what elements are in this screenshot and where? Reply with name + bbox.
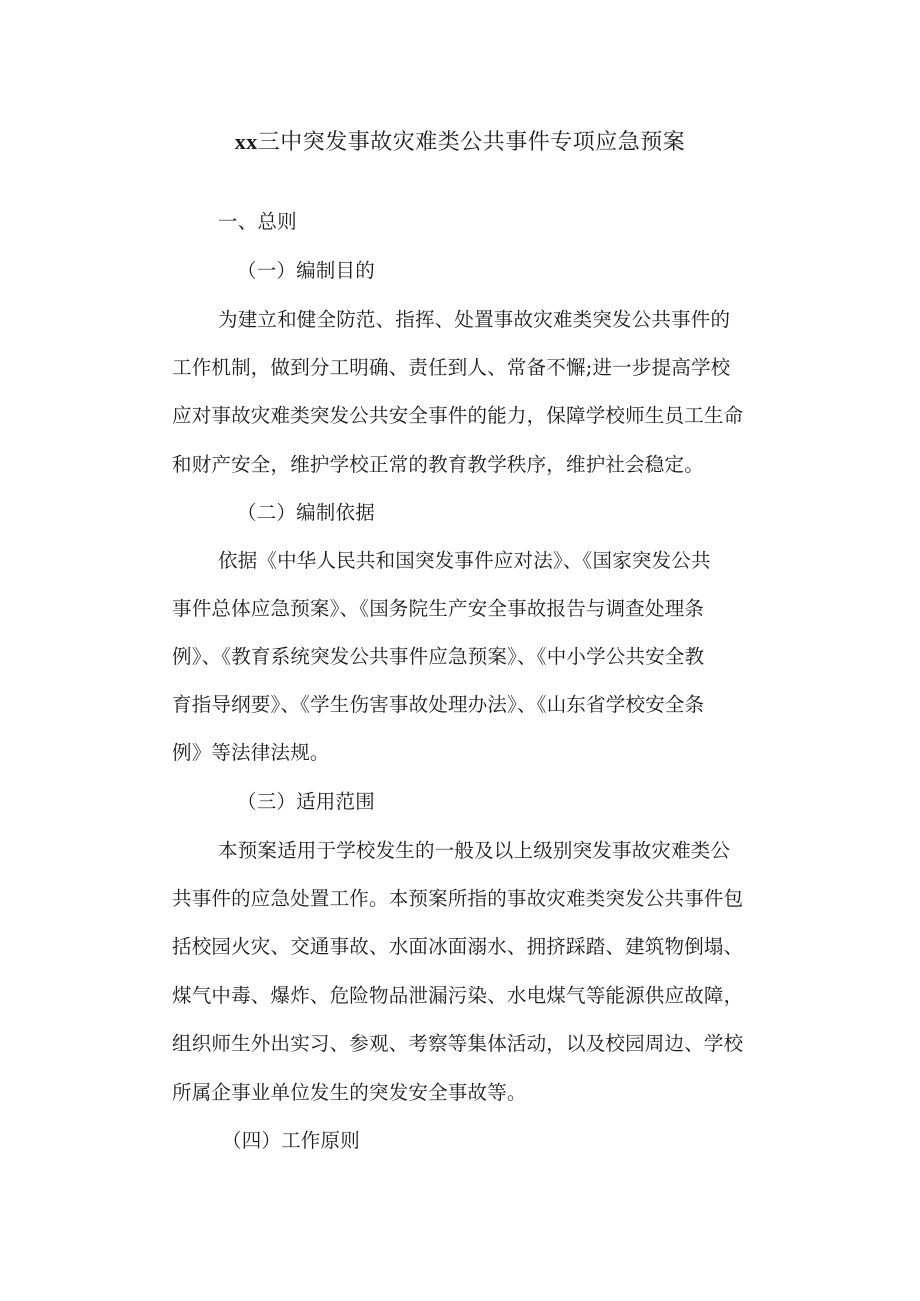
subsection-heading-principles: （四）工作原则	[222, 1129, 360, 1152]
paragraph-line: 共事件的应急处置工作。本预案所指的事故灾难类突发公共事件包	[172, 887, 744, 910]
paragraph-line: 所属企事业单位发生的突发安全事故等。	[172, 1081, 527, 1104]
title-prefix: xx	[234, 129, 258, 154]
paragraph-line: 为建立和健全防范、指挥、处置事故灾难类突发公共事件的	[218, 308, 731, 331]
paragraph-line: 例》、《教育系统突发公共事件应急预案》、《中小学公共安全教	[172, 645, 705, 668]
subsection-heading-scope: （三）适用范围	[237, 790, 375, 813]
document-title	[0, 126, 920, 159]
paragraph-line: 应对事故灾难类突发公共安全事件的能力，保障学校师生员工生命	[172, 404, 744, 427]
paragraph-line: 本预案适用于学校发生的一般及以上级别突发事故灾难类公	[218, 839, 731, 862]
paragraph-line: 和财产安全，维护学校正常的教育教学秩序，维护社会稳定。	[172, 453, 704, 476]
paragraph-line: 煤气中毒、爆炸、危险物品泄漏污染、水电煤气等能源供应故障，	[172, 984, 744, 1007]
paragraph-line: 组织师生外出实习、参观、考察等集体活动，以及校园周边、学校	[172, 1032, 744, 1055]
paragraph-line: 括校园火灾、交通事故、水面冰面溺水、拥挤踩踏、建筑物倒塌、	[172, 935, 744, 958]
title-main: 三中突发事故灾难类公共事件专项应急预案	[257, 130, 686, 155]
section-heading-general: 一、总则	[218, 210, 297, 233]
subsection-heading-purpose: （一）编制目的	[237, 259, 375, 282]
paragraph-line: 事件总体应急预案》、《国务院生产安全事故报告与调查处理条	[172, 597, 705, 620]
paragraph-line: 育指导纲要》、《学生伤害事故处理办法》、《山东省学校安全条	[172, 693, 705, 716]
paragraph-line: 工作机制，做到分工明确、责任到人、常备不懈;进一步提高学校	[172, 356, 731, 379]
paragraph-line: 依据《中华人民共和国突发事件应对法》、《国家突发公共	[218, 549, 711, 572]
subsection-heading-basis: （二）编制依据	[237, 501, 375, 524]
paragraph-line: 例》等法律法规。	[172, 741, 330, 764]
